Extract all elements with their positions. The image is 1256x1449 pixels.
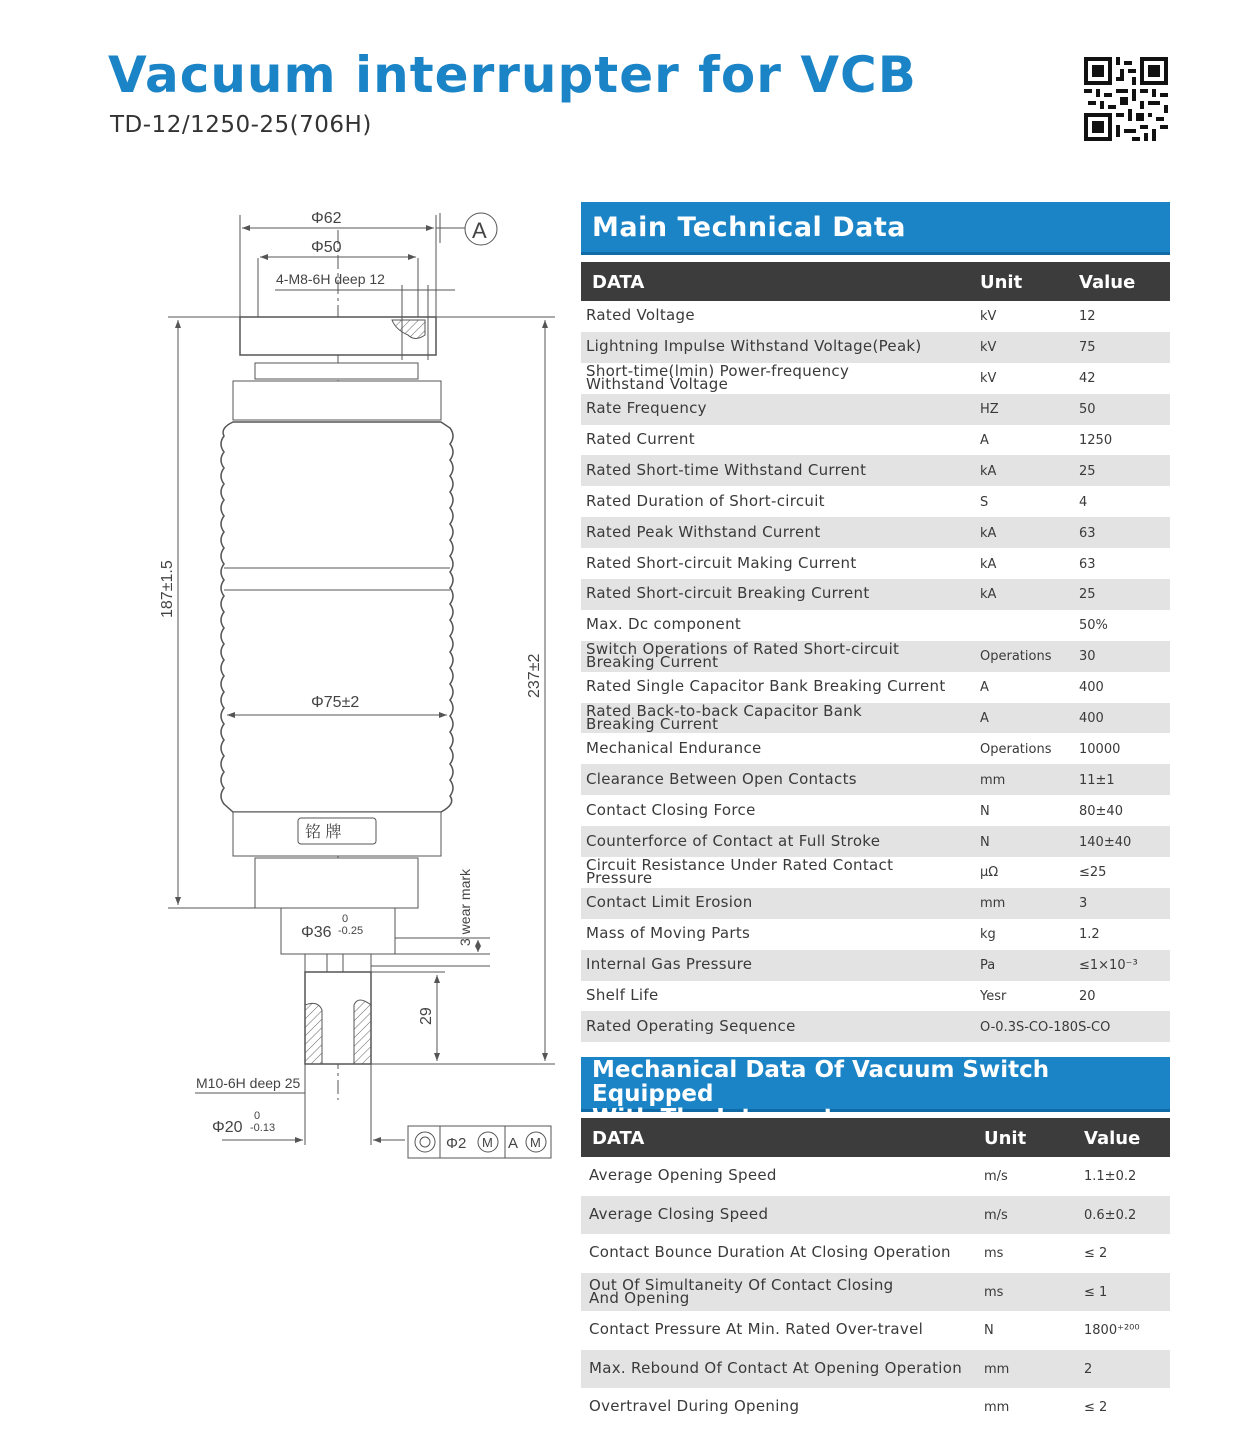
height-237: 237±2 xyxy=(526,653,543,698)
table-row xyxy=(581,301,1170,332)
row-value: 4 xyxy=(1079,494,1088,510)
table-row xyxy=(581,1234,1170,1273)
main-table-header xyxy=(581,262,1170,301)
row-unit: kV xyxy=(980,340,997,356)
row-value: 25 xyxy=(1079,587,1096,603)
dim-phi20: Φ20 xyxy=(212,1119,243,1136)
row-label: Short-time(lmin) Power-frequency Withstand Voltage xyxy=(586,362,850,394)
fcf-datum: A xyxy=(508,1135,519,1152)
table-row xyxy=(581,394,1170,425)
row-value: 1.2 xyxy=(1079,927,1100,943)
row-unit: A xyxy=(980,680,989,696)
row-label: Average Closing Speed xyxy=(589,1204,769,1223)
table-row xyxy=(581,425,1170,456)
fcf-modifier-2: M xyxy=(530,1135,541,1150)
table-row xyxy=(581,857,1170,888)
row-label: Counterforce of Contact at Full Stroke xyxy=(586,831,881,850)
row-value: 50% xyxy=(1079,618,1108,634)
fcf-tolerance: Φ2 xyxy=(446,1135,467,1152)
row-value: 400 xyxy=(1079,711,1104,727)
row-unit: mm xyxy=(984,1361,1010,1377)
table-row xyxy=(581,888,1170,919)
row-label: Average Opening Speed xyxy=(589,1166,777,1185)
row-label: Circuit Resistance Under Rated Contact Pressure xyxy=(586,856,894,888)
table-row xyxy=(581,548,1170,579)
header-data: DATA xyxy=(592,272,645,293)
row-value: 12 xyxy=(1079,309,1096,325)
row-unit: O-0.3S-CO-180S-CO xyxy=(980,1019,1111,1035)
fcf-modifier-1: M xyxy=(482,1135,493,1150)
row-label: Rated Back-to-back Capacitor Bank Breaking Current xyxy=(586,702,863,734)
row-unit: kA xyxy=(980,463,997,479)
table-row xyxy=(581,579,1170,610)
row-unit: Yesr xyxy=(980,989,1007,1005)
row-value: 11±1 xyxy=(1079,772,1115,788)
table-row xyxy=(581,363,1170,394)
row-unit: mm xyxy=(980,772,1006,788)
row-label: Contact Bounce Duration At Closing Operation xyxy=(589,1243,951,1262)
row-value: 75 xyxy=(1079,340,1096,356)
row-value: 50 xyxy=(1079,402,1096,418)
row-label: Max. Dc component xyxy=(586,615,742,634)
table-row xyxy=(581,1157,1170,1196)
ceramic-body xyxy=(221,422,453,812)
wear-mark-label: 3 wear mark xyxy=(457,868,473,946)
main-technical-data-banner xyxy=(581,202,1170,255)
datum-a: A xyxy=(472,218,487,243)
row-unit: kV xyxy=(980,371,997,387)
row-unit: kA xyxy=(980,587,997,603)
table-row xyxy=(581,486,1170,517)
main-table-body xyxy=(581,301,1170,1042)
row-value: 63 xyxy=(1079,556,1096,572)
row-unit: kA xyxy=(980,556,997,572)
main-table-title: Main Technical Data xyxy=(592,212,906,243)
row-label: Max. Rebound Of Contact At Opening Operation xyxy=(589,1358,963,1377)
qr-code-icon xyxy=(1084,57,1168,141)
row-value: 2 xyxy=(1084,1361,1093,1377)
table-row xyxy=(581,919,1170,950)
header-unit: Unit xyxy=(980,272,1023,293)
row-label: Rated Short-circuit Making Current xyxy=(586,553,857,572)
row-unit: μΩ xyxy=(980,865,999,881)
table-row xyxy=(581,826,1170,857)
table-row xyxy=(581,795,1170,826)
row-value: 10000 xyxy=(1079,741,1121,757)
dim-phi50: Φ50 xyxy=(311,239,342,256)
table-row xyxy=(581,764,1170,795)
row-unit: kA xyxy=(980,525,997,541)
tol-phi20-lower: -0.13 xyxy=(250,1122,276,1134)
table-row xyxy=(581,981,1170,1012)
table-row xyxy=(581,1311,1170,1350)
thread-top-label: 4-M8-6H deep 12 xyxy=(276,271,385,287)
row-value: 20 xyxy=(1079,989,1096,1005)
row-value: 25 xyxy=(1079,463,1096,479)
dim-phi75: Φ75±2 xyxy=(311,694,360,711)
table-row xyxy=(581,733,1170,764)
row-label: Rate Frequency xyxy=(586,399,707,418)
row-value: 1250 xyxy=(1079,433,1113,448)
row-label: Rated Peak Withstand Current xyxy=(586,522,821,541)
row-label: Rated Single Capacitor Bank Breaking Current xyxy=(586,677,946,696)
mechanical-data-banner xyxy=(581,1057,1170,1112)
row-value: 140±40 xyxy=(1079,834,1132,850)
mech-table-title-line1: Mechanical Data Of Vacuum Switch Equipped xyxy=(592,1057,1050,1107)
table-row xyxy=(581,1196,1170,1235)
row-value: 3 xyxy=(1079,896,1088,912)
dim-phi36: Φ36 xyxy=(301,924,332,941)
row-value: 80±40 xyxy=(1079,803,1123,819)
row-label: Contact Pressure At Min. Rated Over-travel xyxy=(589,1320,924,1339)
row-unit: N xyxy=(984,1323,994,1339)
nameplate-text: 铭 牌 xyxy=(305,824,342,841)
row-unit: kV xyxy=(980,309,997,325)
tol-phi36-upper: 0 xyxy=(342,913,349,925)
row-label: Shelf Life xyxy=(586,986,659,1005)
dim-phi62: Φ62 xyxy=(311,210,342,227)
row-unit: A xyxy=(980,433,989,448)
table-row xyxy=(581,1350,1170,1389)
row-value: 30 xyxy=(1079,649,1096,665)
row-label: Rated Short-circuit Breaking Current xyxy=(586,584,870,603)
header-data: DATA xyxy=(592,1128,645,1149)
mech-table-body xyxy=(581,1157,1170,1427)
row-unit: ms xyxy=(984,1246,1004,1262)
row-value: 1800⁺²⁰⁰ xyxy=(1084,1323,1140,1339)
tol-phi20-upper: 0 xyxy=(254,1110,261,1122)
row-value: ≤ 2 xyxy=(1084,1246,1108,1262)
row-value: 1.1±0.2 xyxy=(1084,1169,1137,1185)
row-label: Clearance Between Open Contacts xyxy=(586,769,857,788)
table-row xyxy=(581,332,1170,363)
row-unit: N xyxy=(980,834,990,850)
row-label: Internal Gas Pressure xyxy=(586,955,753,974)
row-label: Mass of Moving Parts xyxy=(586,924,751,943)
row-value: ≤1×10⁻³ xyxy=(1079,958,1138,974)
row-label: Rated Current xyxy=(586,430,695,448)
page-title: Vacuum interrupter for VCB xyxy=(108,46,917,104)
row-label: Overtravel During Opening xyxy=(589,1397,800,1416)
row-label: Rated Duration of Short-circuit xyxy=(586,491,825,510)
header-unit: Unit xyxy=(984,1128,1027,1149)
row-unit: A xyxy=(980,711,989,727)
row-unit: ms xyxy=(984,1284,1004,1300)
height-187: 187±1.5 xyxy=(159,560,176,618)
table-row xyxy=(581,1011,1170,1042)
row-unit: Pa xyxy=(980,958,996,974)
table-row xyxy=(581,950,1170,981)
header-value: Value xyxy=(1079,272,1136,293)
row-value: 63 xyxy=(1079,525,1096,541)
row-unit: m/s xyxy=(984,1169,1008,1185)
row-unit: S xyxy=(980,494,989,510)
mech-table-header xyxy=(581,1118,1170,1157)
row-unit: Operations xyxy=(980,649,1052,665)
row-value: 400 xyxy=(1079,680,1104,696)
row-label: Rated Short-time Withstand Current xyxy=(586,460,867,479)
table-row xyxy=(581,610,1170,641)
row-unit: kg xyxy=(980,927,996,943)
table-row xyxy=(581,1388,1170,1427)
row-value: ≤25 xyxy=(1079,865,1107,881)
row-unit: mm xyxy=(980,896,1006,912)
row-label: Lightning Impulse Withstand Voltage(Peak) xyxy=(586,337,922,356)
row-value: 0.6±0.2 xyxy=(1084,1207,1137,1223)
row-value: ≤ 2 xyxy=(1084,1400,1108,1416)
header-value: Value xyxy=(1084,1128,1141,1149)
table-row xyxy=(581,455,1170,486)
row-label: Rated Operating Sequence xyxy=(586,1016,796,1035)
row-label: Contact Limit Erosion xyxy=(586,893,753,912)
table-row xyxy=(581,517,1170,548)
row-label: Rated Voltage xyxy=(586,306,695,325)
row-value: ≤ 1 xyxy=(1084,1284,1108,1300)
row-unit: Operations xyxy=(980,741,1052,757)
tol-phi36-lower: -0.25 xyxy=(338,925,364,937)
table-row xyxy=(581,672,1170,703)
dim-29: 29 xyxy=(418,1007,435,1025)
model-number: TD-12/1250-25(706H) xyxy=(110,112,372,138)
row-label: Switch Operations of Rated Short-circuit Breaking Current xyxy=(586,640,900,672)
row-label: Out Of Simultaneity Of Contact Closing And Opening xyxy=(589,1275,894,1307)
thread-bottom-label: M10-6H deep 25 xyxy=(196,1075,301,1091)
row-unit: m/s xyxy=(984,1207,1008,1223)
row-label: Mechanical Endurance xyxy=(586,738,762,757)
row-value: 42 xyxy=(1079,371,1096,387)
technical-drawing xyxy=(150,200,570,1170)
row-unit: mm xyxy=(984,1400,1010,1416)
table-row xyxy=(581,641,1170,672)
row-unit: HZ xyxy=(980,402,999,418)
table-row xyxy=(581,703,1170,734)
row-label: Contact Closing Force xyxy=(586,800,756,819)
row-unit: N xyxy=(980,803,990,819)
table-row xyxy=(581,1273,1170,1312)
